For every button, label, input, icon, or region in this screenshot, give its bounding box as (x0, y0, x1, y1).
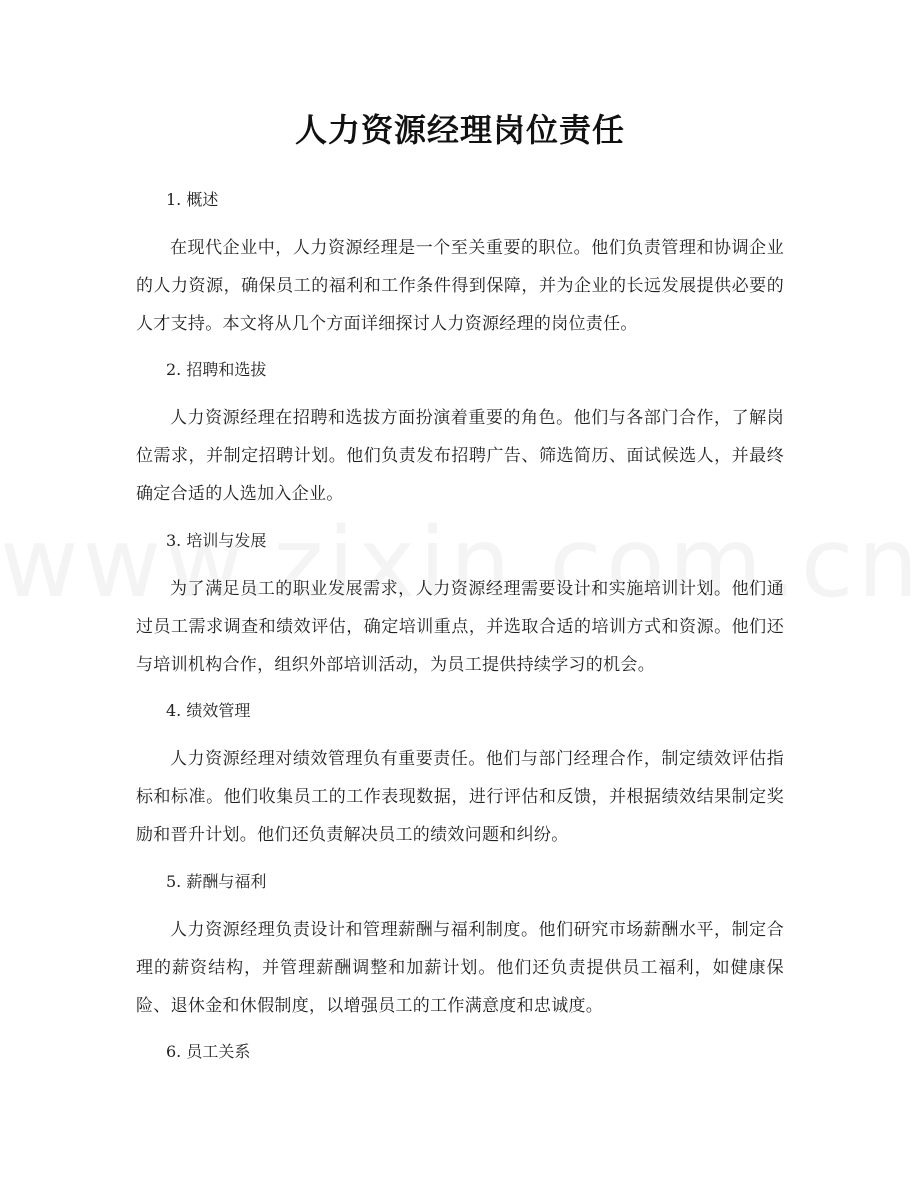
section-heading-performance: 4. 绩效管理 (166, 701, 251, 720)
section-paragraph-compensation: 人力资源经理负责设计和管理薪酬与福利制度。他们研究市场薪酬水平，制定合理的薪资结构，并管理薪酬调整和加薪计划。他们还负责提供员工福利，如健康保险、退休金和休假制度，以增强员工的工作满意度和忠诚度。 (136, 920, 784, 1016)
section-paragraph-training: 为了满足员工的职业发展需求，人力资源经理需要设计和实施培训计划。他们通过员工需求调查和绩效评估，确定培训重点，并选取合适的培训方式和资源。他们还与培训机构合作，组织外部培训活动，为员工提供持续学习的机会。 (136, 579, 784, 675)
section-paragraph-recruitment: 人力资源经理在招聘和选拔方面扮演着重要的角色。他们与各部门合作，了解岗位需求，并制定招聘计划。他们负责发布招聘广告、筛选简历、面试候选人，并最终确定合适的人选加入企业。 (136, 408, 784, 504)
section-heading-compensation: 5. 薪酬与福利 (166, 872, 267, 891)
section-heading-recruitment: 2. 招聘和选拔 (166, 360, 267, 379)
section-paragraph-performance: 人力资源经理对绩效管理负有重要责任。他们与部门经理合作，制定绩效评估指标和标准。他们收集员工的工作表现数据，进行评估和反馈，并根据绩效结果制定奖励和晋升计划。他们还负责解决员工的绩效问题和纠纷。 (136, 749, 784, 845)
section-heading-overview: 1. 概述 (166, 190, 219, 209)
section-paragraph-overview: 在现代企业中，人力资源经理是一个至关重要的职位。他们负责管理和协调企业的人力资源，确保员工的福利和工作条件得到保障，并为企业的长远发展提供必要的人才支持。本文将从几个方面详细探讨人力资源经理的岗位责任。 (136, 238, 784, 334)
section-heading-training: 3. 培训与发展 (166, 531, 267, 550)
section-heading-employee-relations: 6. 员工关系 (166, 1042, 251, 1061)
document-title: 人力资源经理岗位责任 (294, 111, 625, 149)
